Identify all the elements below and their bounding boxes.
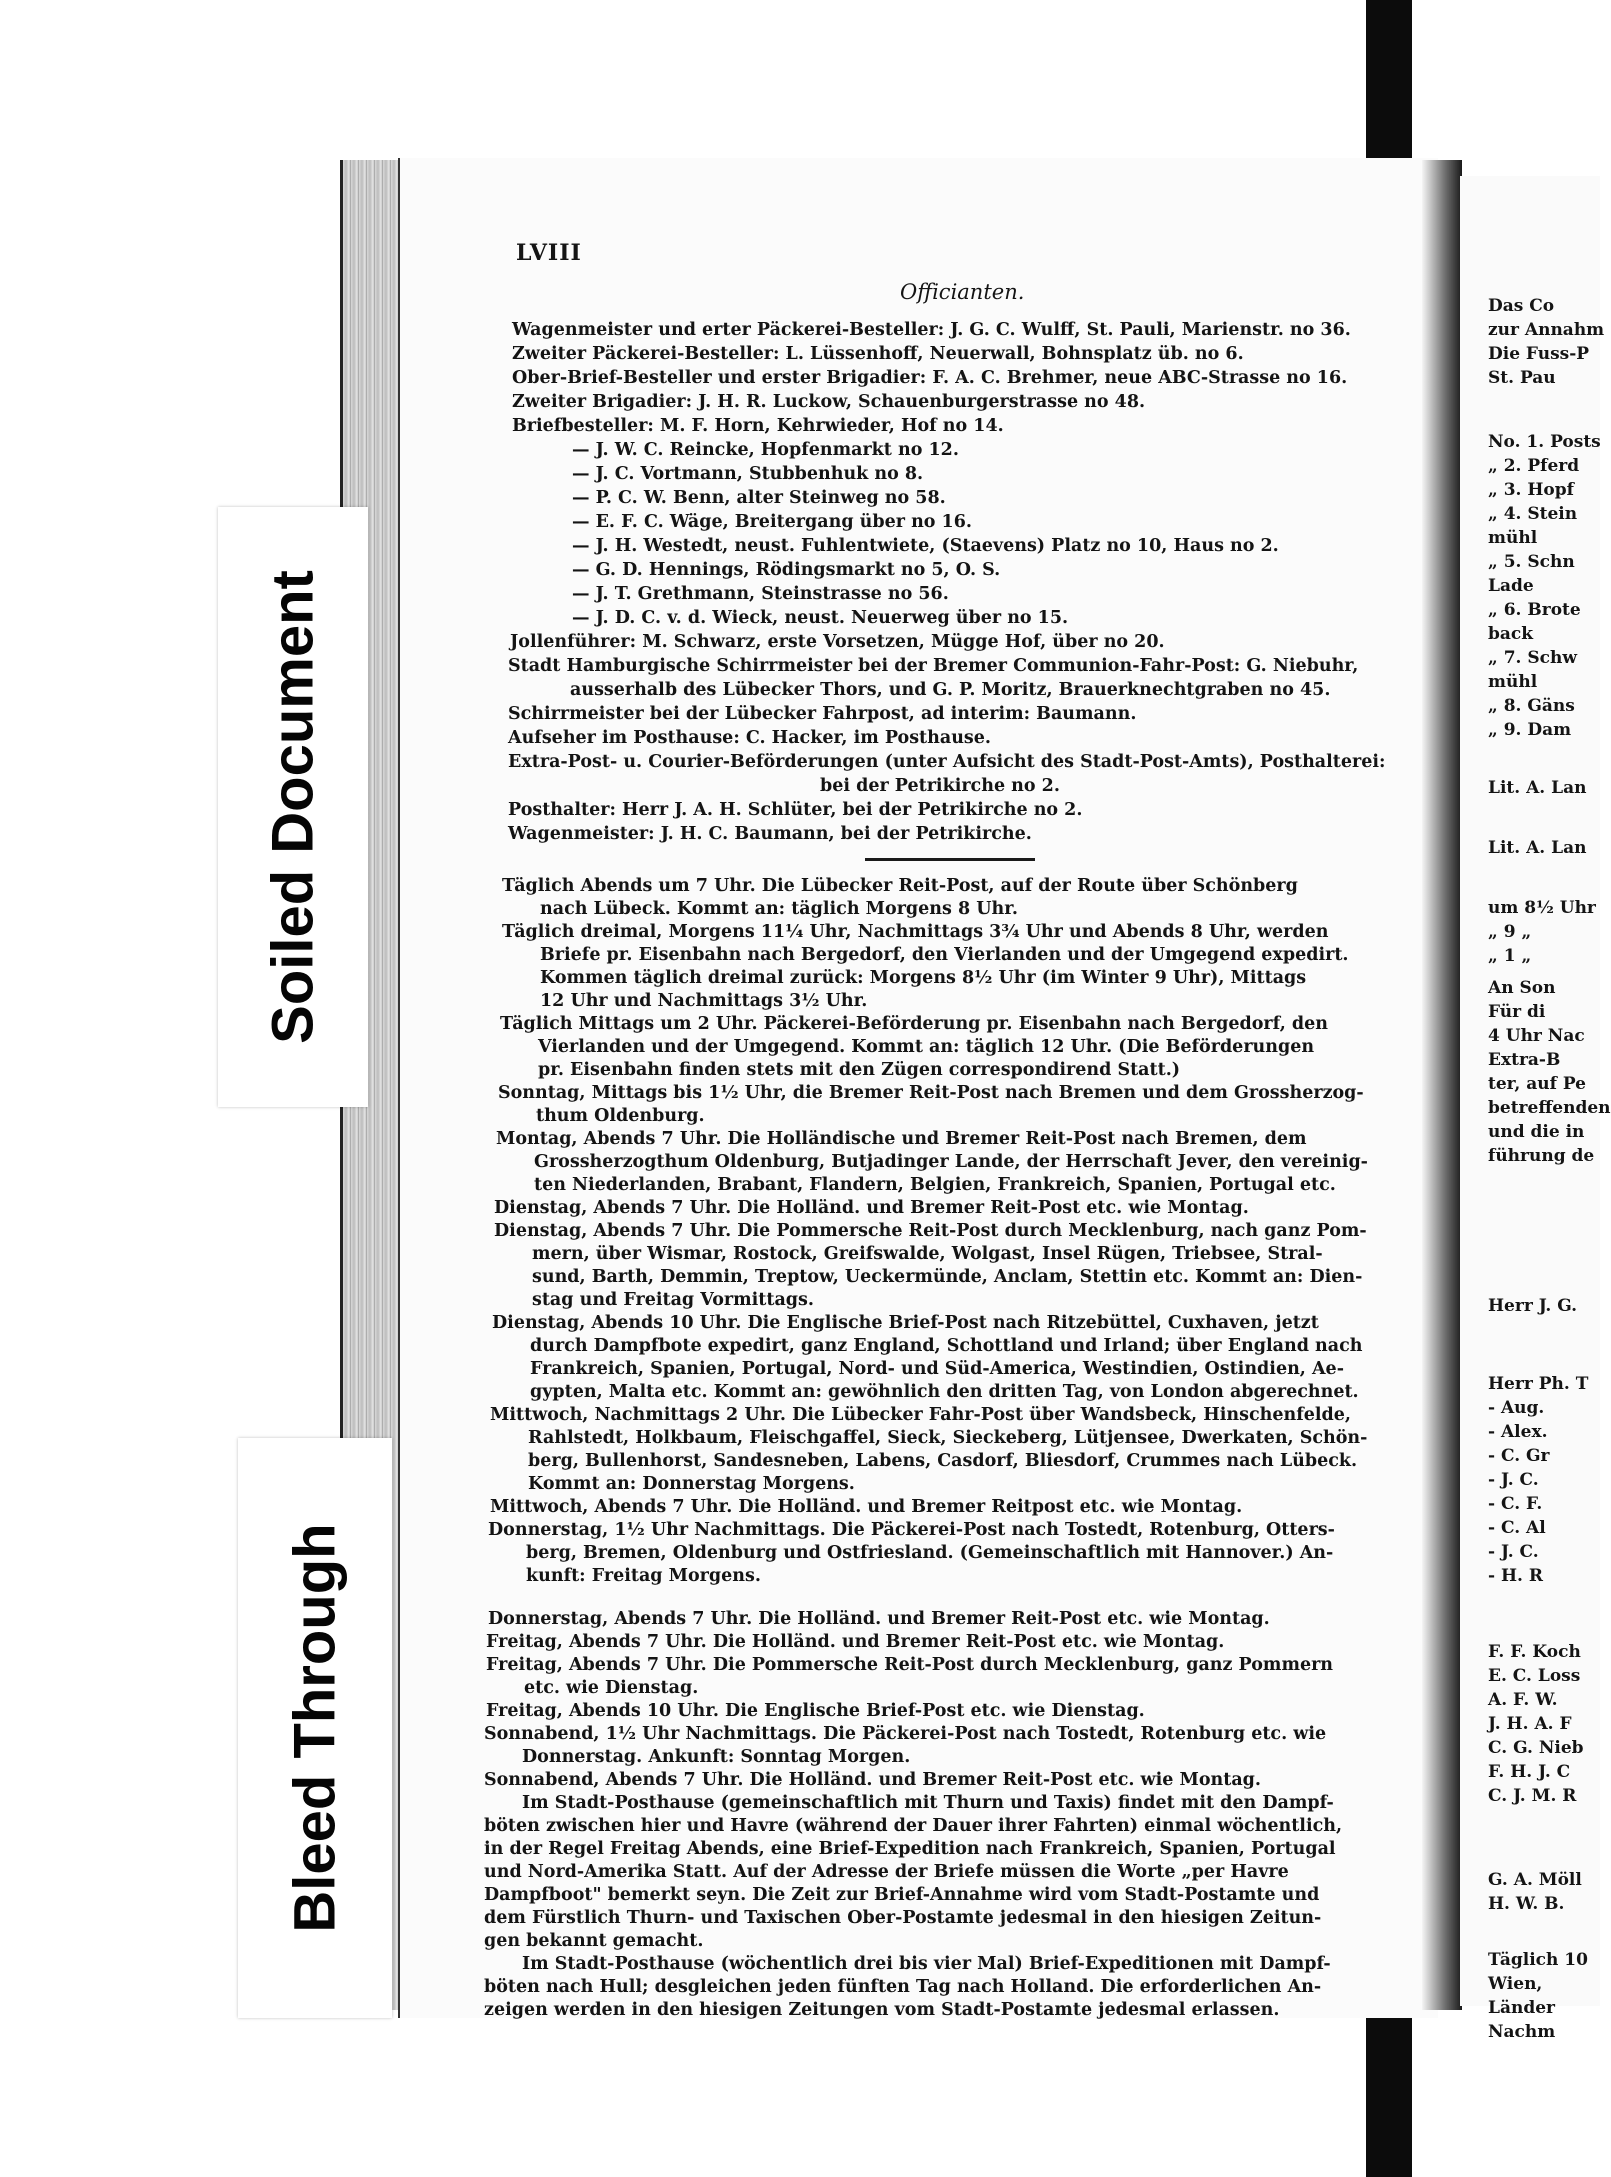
- text-line: gen bekannt gemacht.: [484, 1931, 704, 1951]
- text-line: — J. T. Grethmann, Steinstrasse no 56.: [572, 584, 949, 604]
- right-page-line: Täglich 10: [1488, 1950, 1588, 1970]
- right-page-line: Lit. A. Lan: [1488, 778, 1587, 798]
- right-page-line: Die Fuss-P: [1488, 344, 1590, 364]
- right-page-line: - C. Gr: [1488, 1446, 1550, 1466]
- text-line: Wagenmeister und erter Päckerei-Besteller: J. G. C. Wulff, St. Pauli, Marienstr. no 36.: [512, 320, 1351, 340]
- right-page-line: Länder: [1488, 1998, 1555, 2018]
- text-line: Jollenführer: M. Schwarz, erste Vorsetzen, Mügge Hof, über no 20.: [510, 632, 1165, 652]
- text-line: berg, Bremen, Oldenburg und Ostfriesland. (Gemeinschaftlich mit Hannover.) An-: [526, 1543, 1334, 1563]
- text-line: in der Regel Freitag Abends, eine Brief-Expedition nach Frankreich, Spanien, Portugal: [484, 1839, 1336, 1859]
- text-line: — J. W. C. Reincke, Hopfenmarkt no 12.: [572, 440, 959, 460]
- right-page-line: E. C. Loss: [1488, 1666, 1581, 1686]
- right-page-line: „ 6. Brote: [1488, 600, 1581, 620]
- text-line: — P. C. W. Benn, alter Steinweg no 58.: [572, 488, 946, 508]
- text-line: Täglich Mittags um 2 Uhr. Päckerei-Beförderung pr. Eisenbahn nach Bergedorf, den: [500, 1014, 1329, 1034]
- right-page-line: führung de: [1488, 1146, 1595, 1166]
- right-page-line: Extra-B: [1488, 1050, 1561, 1070]
- text-line: Wagenmeister: J. H. C. Baumann, bei der Petrikirche.: [508, 824, 1032, 844]
- text-line: böten nach Hull; desgleichen jeden fünften Tag nach Holland. Die erforderlichen An-: [484, 1977, 1322, 1997]
- right-page-line: „ 2. Pferd: [1488, 456, 1580, 476]
- text-line: Dienstag, Abends 10 Uhr. Die Englische Brief-Post nach Ritzebüttel, Cuxhaven, jetzt: [492, 1313, 1319, 1333]
- text-line: Mittwoch, Nachmittags 2 Uhr. Die Lübecker Fahr-Post über Wandsbeck, Hinschenfelde,: [490, 1405, 1351, 1425]
- text-line: Montag, Abends 7 Uhr. Die Holländische und Bremer Reit-Post nach Bremen, dem: [496, 1129, 1307, 1149]
- text-line: zeigen werden in den hiesigen Zeitungen vom Stadt-Postamte jedesmal erlassen.: [484, 2000, 1280, 2020]
- text-line: Täglich Abends um 7 Uhr. Die Lübecker Reit-Post, auf der Route über Schönberg: [502, 876, 1298, 896]
- text-line: thum Oldenburg.: [536, 1106, 705, 1126]
- right-page-line: „ 1 „: [1488, 946, 1532, 966]
- text-line: Briefbesteller: M. F. Horn, Kehrwieder, Hof no 14.: [512, 416, 1004, 436]
- text-line: dem Fürstlich Thurn- und Taxischen Ober-Postamte jedesmal in den hiesigen Zeitun-: [484, 1908, 1322, 1928]
- text-line: sund, Barth, Demmin, Treptow, Ueckermünde, Anclam, Stettin etc. Kommt an: Dien-: [532, 1267, 1363, 1287]
- right-page-line: ter, auf Pe: [1488, 1074, 1586, 1094]
- text-line: böten zwischen hier und Havre (während der Dauer ihrer Fahrten) einmal wöchentlich,: [484, 1816, 1343, 1836]
- text-line: nach Lübeck. Kommt an: täglich Morgens 8 Uhr.: [540, 899, 1018, 919]
- text-line: — E. F. C. Wäge, Breitergang über no 16.: [572, 512, 972, 532]
- right-page-line: Lit. A. Lan: [1488, 838, 1587, 858]
- text-line: Sonntag, Mittags bis 1½ Uhr, die Bremer Reit-Post nach Bremen und dem Grossherzog-: [498, 1083, 1364, 1103]
- right-page-line: „ 9. Dam: [1488, 720, 1572, 740]
- text-line: bei der Petrikirche no 2.: [820, 776, 1060, 796]
- right-page-line: betreffenden: [1488, 1098, 1611, 1118]
- right-page-line: - Alex.: [1488, 1422, 1548, 1442]
- text-line: Kommt an: Donnerstag Morgens.: [528, 1474, 855, 1494]
- text-line: gypten, Malta etc. Kommt an: gewöhnlich den dritten Tag, von London abgerechnet.: [530, 1382, 1359, 1402]
- right-page-line: C. G. Nieb: [1488, 1738, 1584, 1758]
- right-page-line: „ 7. Schw: [1488, 648, 1577, 668]
- text-line: stag und Freitag Vormittags.: [532, 1290, 814, 1310]
- text-line: Sonnabend, Abends 7 Uhr. Die Holländ. und Bremer Reit-Post etc. wie Montag.: [484, 1770, 1262, 1790]
- right-page-line: „ 9 „: [1488, 922, 1532, 942]
- text-line: Ober-Brief-Besteller und erster Brigadier: F. A. C. Brehmer, neue ABC-Strasse no 16.: [512, 368, 1348, 388]
- text-line: Freitag, Abends 7 Uhr. Die Holländ. und Bremer Reit-Post etc. wie Montag.: [486, 1632, 1225, 1652]
- text-line: — G. D. Hennings, Rödingsmarkt no 5, O. S.: [572, 560, 1001, 580]
- text-line: Freitag, Abends 7 Uhr. Die Pommersche Reit-Post durch Mecklenburg, ganz Pommern: [486, 1655, 1334, 1675]
- right-page-line: No. 1. Posts: [1488, 432, 1601, 452]
- right-page-line: „ 5. Schn: [1488, 552, 1575, 572]
- text-line: 12 Uhr und Nachmittags 3½ Uhr.: [540, 991, 868, 1011]
- soiled-document-label-text: Soiled Document: [260, 570, 326, 1044]
- text-line: Donnerstag. Ankunft: Sonntag Morgen.: [522, 1747, 911, 1767]
- text-line: Dampfboot" bemerkt seyn. Die Zeit zur Brief-Annahme wird vom Stadt-Postamte und: [484, 1885, 1320, 1905]
- right-page-line: Für di: [1488, 1002, 1546, 1022]
- text-line: Rahlstedt, Holkbaum, Fleischgaffel, Sieck, Sieckeberg, Lütjensee, Dwerkaten, Schön-: [528, 1428, 1368, 1448]
- right-page-line: Lade: [1488, 576, 1534, 596]
- text-line: Täglich dreimal, Morgens 11¼ Uhr, Nachmittags 3¾ Uhr und Abends 8 Uhr, werden: [502, 922, 1329, 942]
- text-line: Briefe pr. Eisenbahn nach Bergedorf, den Vierlanden und der Umgegend expedirt.: [540, 945, 1349, 965]
- right-page-line: 4 Uhr Nac: [1488, 1026, 1585, 1046]
- right-page-line: um 8½ Uhr: [1488, 898, 1596, 918]
- right-page-line: C. J. M. R: [1488, 1786, 1577, 1806]
- right-page-line: - C. F.: [1488, 1494, 1543, 1514]
- right-page-line: Wien,: [1488, 1974, 1543, 1994]
- text-line: ten Niederlanden, Brabant, Flandern, Belgien, Frankreich, Spanien, Portugal etc.: [534, 1175, 1336, 1195]
- right-page-line: J. H. A. F: [1488, 1714, 1572, 1734]
- page-header: Officianten.: [900, 280, 1025, 304]
- right-page-line: Nachm: [1488, 2022, 1556, 2042]
- text-line: durch Dampfbote expedirt, ganz England, Schottland und Irland; über England nach: [530, 1336, 1363, 1356]
- text-line: — J. D. C. v. d. Wieck, neust. Neuerweg über no 15.: [572, 608, 1069, 628]
- text-line: — J. C. Vortmann, Stubbenhuk no 8.: [572, 464, 924, 484]
- bleed-through-label-text: Bleed Through: [282, 1523, 348, 1933]
- right-page-line: „ 8. Gäns: [1488, 696, 1575, 716]
- right-page-line: mühl: [1488, 672, 1538, 692]
- right-page-line: A. F. W.: [1488, 1690, 1558, 1710]
- right-page-line: mühl: [1488, 528, 1538, 548]
- right-page-line: H. W. B.: [1488, 1894, 1565, 1914]
- right-page-line: zur Annahm: [1488, 320, 1605, 340]
- right-page-line: F. H. J. C: [1488, 1762, 1571, 1782]
- text-line: ausserhalb des Lübecker Thors, und G. P. Moritz, Brauerknechtgraben no 45.: [570, 680, 1331, 700]
- right-page-line: „ 4. Stein: [1488, 504, 1578, 524]
- text-line: Mittwoch, Abends 7 Uhr. Die Holländ. und Bremer Reitpost etc. wie Montag.: [490, 1497, 1243, 1517]
- text-line: Donnerstag, 1½ Uhr Nachmittags. Die Päckerei-Post nach Tostedt, Rotenburg, Otters-: [488, 1520, 1335, 1540]
- book-gutter: [1422, 160, 1462, 2010]
- text-line: und Nord-Amerika Statt. Auf der Adresse der Briefe müssen die Worte „per Havre: [484, 1862, 1289, 1882]
- text-line: Stadt Hamburgische Schirrmeister bei der Bremer Communion-Fahr-Post: G. Niebuhr,: [508, 656, 1359, 676]
- text-line: Vierlanden und der Umgegend. Kommt an: täglich 12 Uhr. (Die Beförderungen: [538, 1037, 1315, 1057]
- text-line: Extra-Post- u. Courier-Beförderungen (unter Aufsicht des Stadt-Post-Amts), Posthalterei:: [508, 752, 1386, 772]
- text-line: Frankreich, Spanien, Portugal, Nord- und Süd-America, Westindien, Ostindien, Ae-: [530, 1359, 1344, 1379]
- text-line: Sonnabend, 1½ Uhr Nachmittags. Die Päckerei-Post nach Tostedt, Rotenburg etc. wie: [484, 1724, 1327, 1744]
- page-number: LVIII: [516, 240, 582, 266]
- right-page-line: back: [1488, 624, 1534, 644]
- text-line: kunft: Freitag Morgens.: [526, 1566, 761, 1586]
- right-page-line: Herr J. G.: [1488, 1296, 1578, 1316]
- text-line: Kommen täglich dreimal zurück: Morgens 8½ Uhr (im Winter 9 Uhr), Mittags: [540, 968, 1307, 988]
- text-line: Im Stadt-Posthause (gemeinschaftlich mit Thurn und Taxis) findet mit den Dampf-: [522, 1793, 1334, 1813]
- right-page-line: und die in: [1488, 1122, 1585, 1142]
- text-line: Schirrmeister bei der Lübecker Fahrpost, ad interim: Baumann.: [508, 704, 1137, 724]
- text-line: pr. Eisenbahn finden stets mit den Zügen correspondirend Statt.): [538, 1060, 1181, 1080]
- text-line: Posthalter: Herr J. A. H. Schlüter, bei der Petrikirche no 2.: [508, 800, 1083, 820]
- right-page-line: An Son: [1488, 978, 1556, 998]
- right-page-line: St. Pau: [1488, 368, 1556, 388]
- right-page-line: - J. C.: [1488, 1542, 1539, 1562]
- text-line: Dienstag, Abends 7 Uhr. Die Holländ. und Bremer Reit-Post etc. wie Montag.: [494, 1198, 1249, 1218]
- text-line: — J. H. Westedt, neust. Fuhlentwiete, (Staevens) Platz no 10, Haus no 2.: [572, 536, 1279, 556]
- text-line: Dienstag, Abends 7 Uhr. Die Pommersche Reit-Post durch Mecklenburg, nach ganz Pom-: [494, 1221, 1367, 1241]
- right-page: [1460, 176, 1611, 2042]
- right-page-line: G. A. Möll: [1488, 1870, 1582, 1890]
- right-page-line: - J. C.: [1488, 1470, 1539, 1490]
- text-line: etc. wie Dienstag.: [524, 1678, 699, 1698]
- right-page-line: F. F. Koch: [1488, 1642, 1581, 1662]
- bleed-through-label: [238, 1438, 392, 2018]
- text-line: Zweiter Päckerei-Besteller: L. Lüssenhoff, Neuerwall, Bohnsplatz üb. no 6.: [512, 344, 1244, 364]
- section-divider: [865, 858, 1035, 861]
- right-page-line: - H. R: [1488, 1566, 1544, 1586]
- text-line: Donnerstag, Abends 7 Uhr. Die Holländ. und Bremer Reit-Post etc. wie Montag.: [488, 1609, 1270, 1629]
- text-line: Aufseher im Posthause: C. Hacker, im Posthause.: [508, 728, 992, 748]
- text-line: Im Stadt-Posthause (wöchentlich drei bis vier Mal) Brief-Expeditionen mit Dampf-: [522, 1954, 1331, 1974]
- text-line: Zweiter Brigadier: J. H. R. Luckow, Schauenburgerstrasse no 48.: [512, 392, 1146, 412]
- right-page-line: - C. Al: [1488, 1518, 1546, 1538]
- soiled-document-label: [218, 507, 368, 1107]
- text-line: Grossherzogthum Oldenburg, Butjadinger Lande, der Herrschaft Jever, den vereinig-: [534, 1152, 1368, 1172]
- right-page-line: „ 3. Hopf: [1488, 480, 1574, 500]
- right-page-line: Herr Ph. T: [1488, 1374, 1589, 1394]
- right-page-line: Das Co: [1488, 296, 1555, 316]
- text-line: Freitag, Abends 10 Uhr. Die Englische Brief-Post etc. wie Dienstag.: [486, 1701, 1145, 1721]
- text-line: berg, Bullenhorst, Sandesneben, Labens, Casdorf, Bliesdorf, Crummes nach Lübeck.: [528, 1451, 1358, 1471]
- right-page-line: - Aug.: [1488, 1398, 1545, 1418]
- text-line: mern, über Wismar, Rostock, Greifswalde, Wolgast, Insel Rügen, Triebsee, Stral-: [532, 1244, 1323, 1264]
